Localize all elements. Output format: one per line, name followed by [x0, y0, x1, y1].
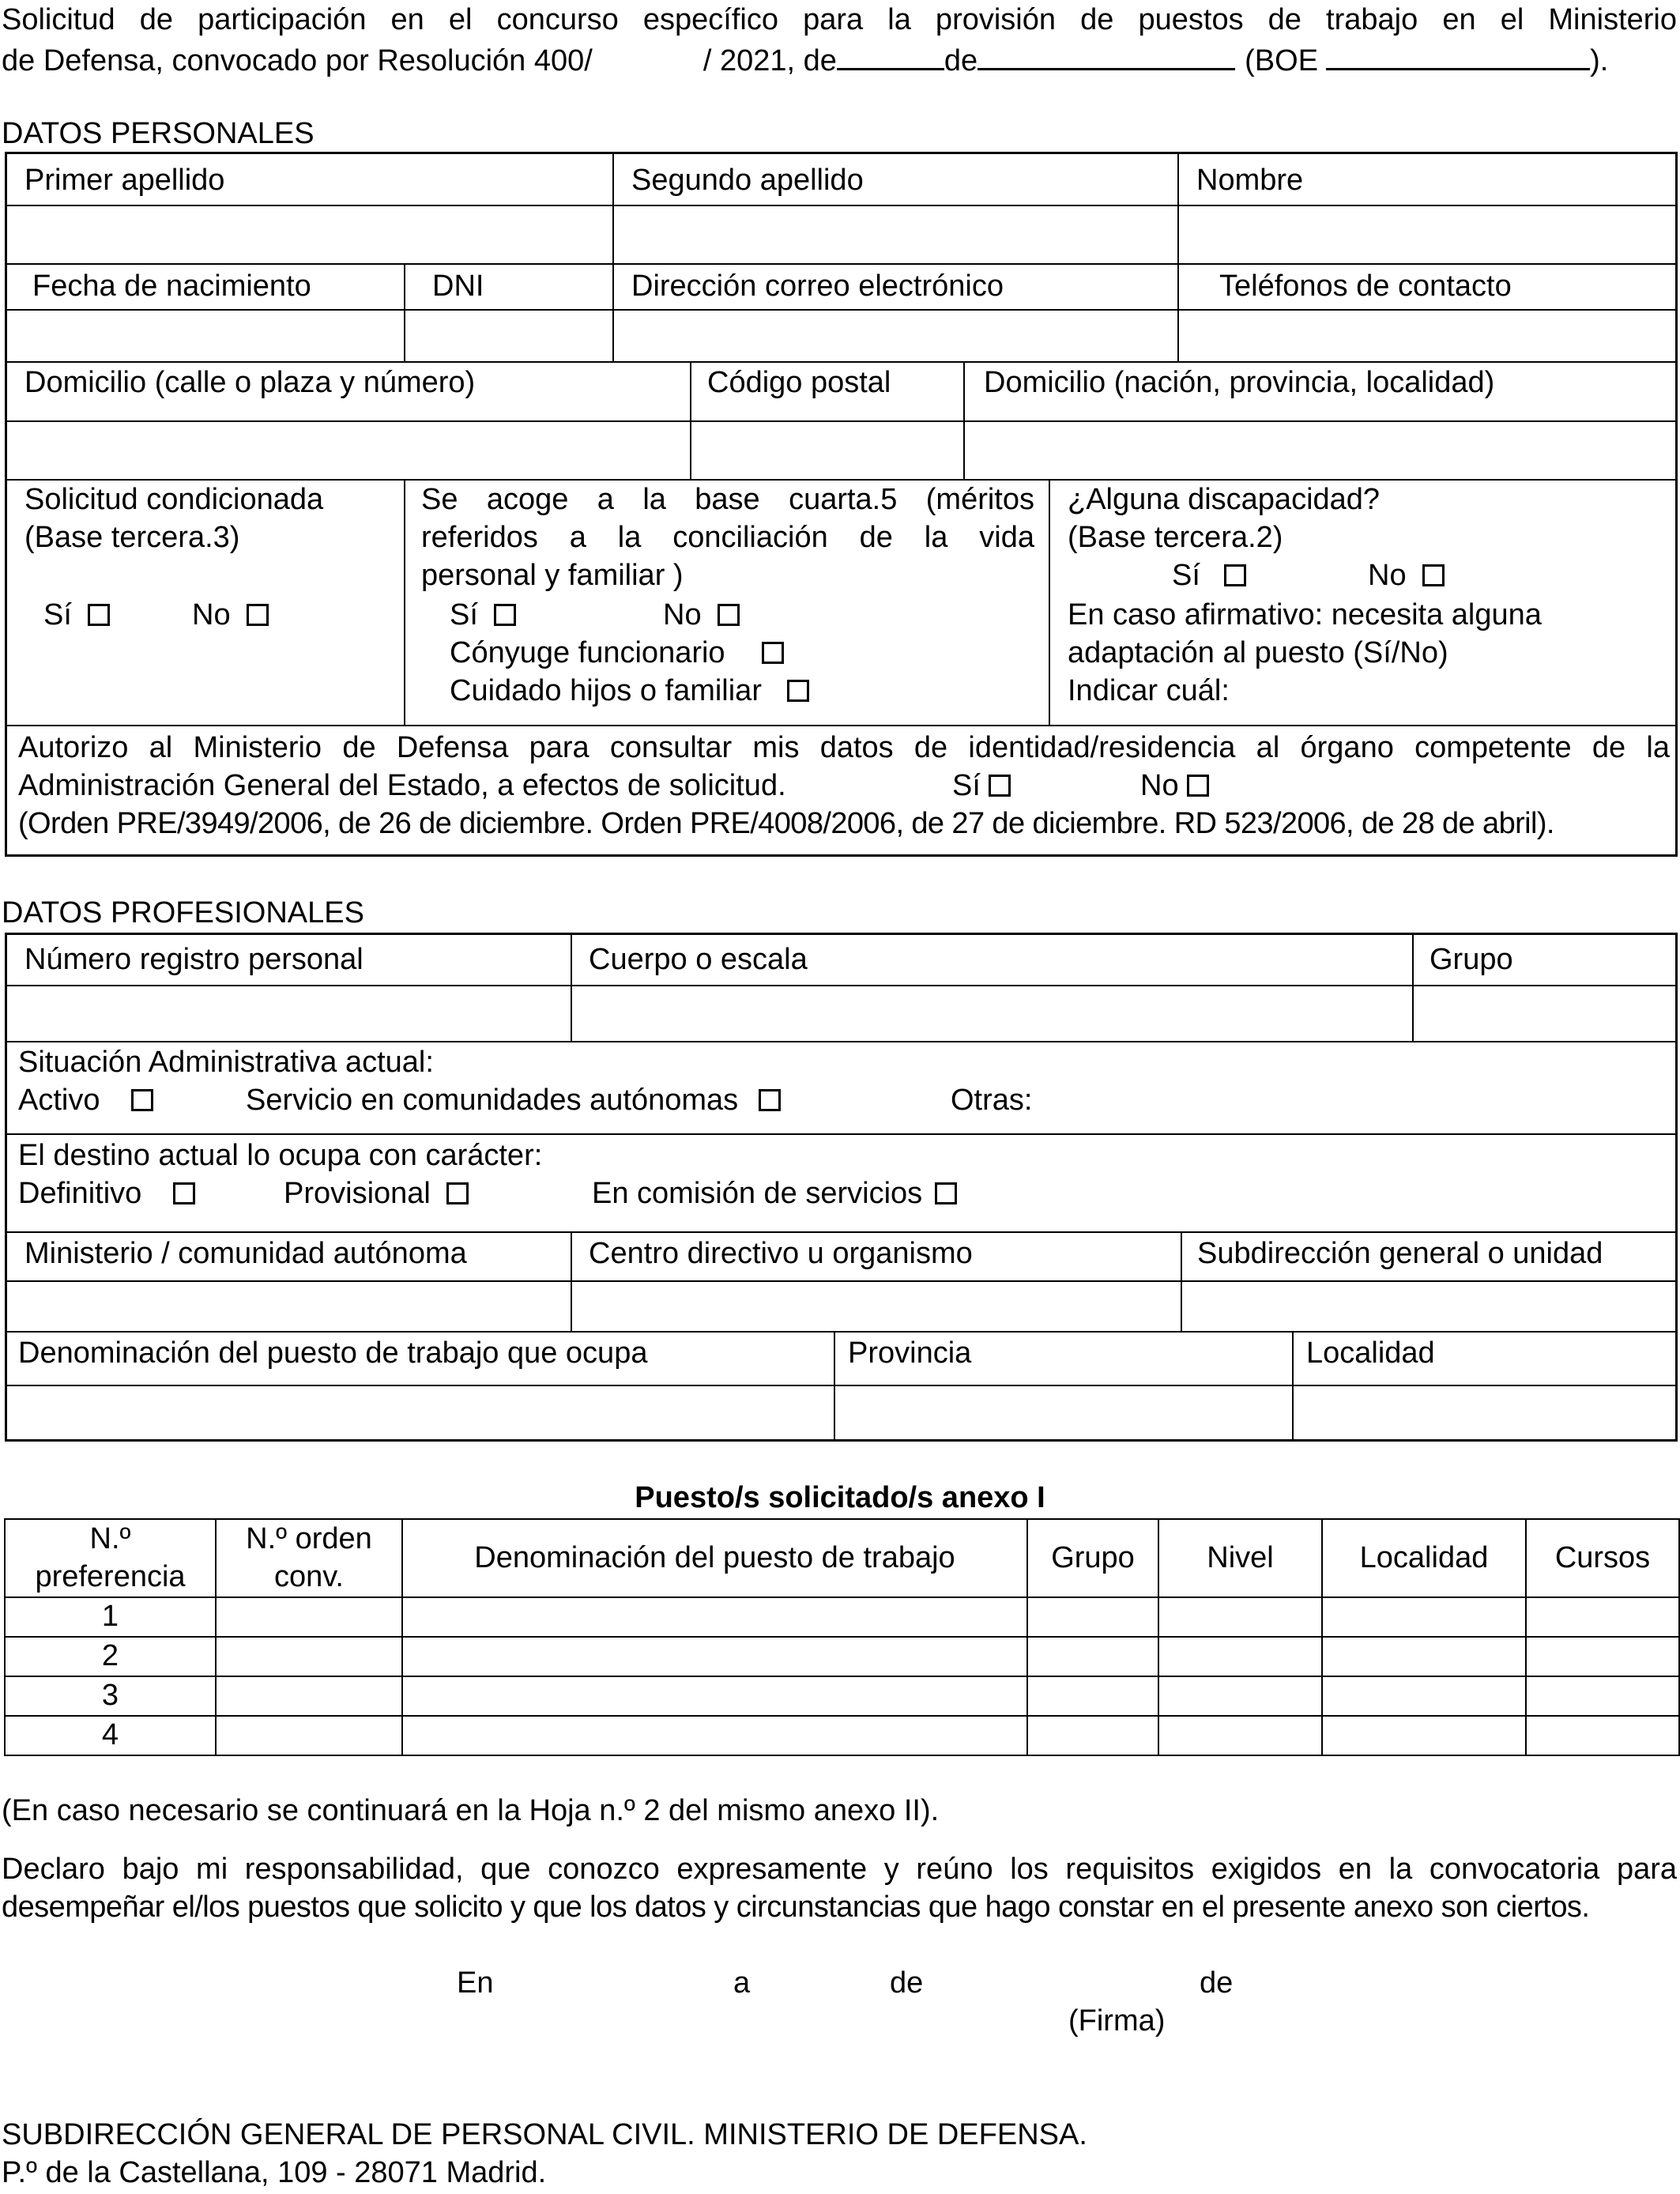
row-grupo-cell[interactable] — [1027, 1676, 1158, 1716]
definitivo-label: Definitivo — [18, 1177, 142, 1210]
puestos-title-text: Puesto/s solicitado/s anexo I — [635, 1481, 1045, 1514]
table-row — [5, 1637, 1679, 1676]
subdireccion-line-2: P.º de la Castellana, 109 - 28071 Madrid. — [2, 2156, 547, 2189]
autorizo-no-checkbox[interactable] — [1187, 775, 1209, 797]
row-grupo-cell[interactable] — [1027, 1716, 1158, 1755]
cuarta-no-label: No — [663, 598, 702, 631]
input-domicilio-calle[interactable] — [10, 424, 687, 476]
label-centro: Centro directivo u organismo — [589, 1237, 973, 1270]
row-preference-number: 1 — [5, 1597, 216, 1637]
cuidado-label: Cuidado hijos o familiar — [450, 674, 762, 707]
cuarta-label-2: referidos a la conciliación de la vida — [421, 521, 1034, 554]
row-grupo-cell[interactable] — [1027, 1597, 1158, 1637]
row-nivel-cell[interactable] — [1158, 1637, 1322, 1676]
row-cursos-cell[interactable] — [1526, 1716, 1679, 1755]
row-orden-cell[interactable] — [216, 1716, 402, 1755]
row-cursos-cell[interactable] — [1526, 1637, 1679, 1676]
indicar-label: Indicar cuál: — [1068, 674, 1230, 707]
intro-year: / 2021, de — [703, 44, 837, 77]
discapacidad-label-2: (Base tercera.2) — [1068, 521, 1283, 554]
continuacion-note: (En caso necesario se continuará en la Hoja n.º 2 del mismo anexo II). — [2, 1794, 940, 1827]
label-subdireccion: Subdirección general o unidad — [1197, 1237, 1603, 1270]
autorizo-line-2 — [18, 767, 786, 805]
row-nivel-cell[interactable] — [1158, 1676, 1322, 1716]
label-cuerpo: Cuerpo o escala — [589, 943, 808, 976]
row-localidad-cell[interactable] — [1322, 1676, 1526, 1716]
label-nombre: Nombre — [1196, 164, 1304, 197]
row-preference-number: 4 — [5, 1716, 216, 1755]
autorizo-text-2: Administración General del Estado, a efectos de solicitud. — [18, 769, 786, 802]
activo-option — [18, 1082, 153, 1120]
input-centro[interactable] — [574, 1284, 1177, 1328]
col-orden — [216, 1519, 402, 1597]
comision-label: En comisión de servicios — [592, 1177, 923, 1210]
col-localidad: Localidad — [1322, 1519, 1526, 1597]
cuarta-si-checkbox[interactable] — [494, 604, 516, 626]
row-preference-number: 2 — [5, 1637, 216, 1676]
row-denominacion-cell[interactable] — [402, 1716, 1027, 1755]
provisional-checkbox[interactable] — [446, 1182, 469, 1204]
col-orden-line-1: N.º orden — [246, 1522, 372, 1555]
autorizo-si — [952, 767, 1011, 805]
input-dni[interactable] — [407, 312, 609, 358]
personal-data-table — [5, 152, 1678, 857]
discapacidad-no-checkbox[interactable] — [1422, 564, 1445, 586]
input-primer-apellido[interactable] — [10, 208, 608, 260]
label-provincia: Provincia — [848, 1336, 972, 1370]
condicionada-si — [43, 597, 110, 635]
adaptacion-label-1: En caso afirmativo: necesita alguna — [1068, 598, 1542, 631]
row-grupo-cell[interactable] — [1027, 1637, 1158, 1676]
subdireccion-line-1: SUBDIRECCIÓN GENERAL DE PERSONAL CIVIL. MINISTERIO DE DEFENSA. — [2, 2118, 1087, 2151]
label-codigo-postal: Código postal — [707, 366, 891, 399]
row-orden-cell[interactable] — [216, 1637, 402, 1676]
row-orden-cell[interactable] — [216, 1676, 402, 1716]
cuarta-no — [663, 597, 740, 635]
col-preferencia-line-1: N.º — [89, 1522, 131, 1555]
input-grupo[interactable] — [1415, 988, 1671, 1038]
condicionada-no-checkbox[interactable] — [247, 604, 269, 626]
discapacidad-no — [1368, 557, 1445, 595]
cuidado-checkbox[interactable] — [787, 680, 809, 702]
cuarta-label-3: personal y familiar ) — [421, 559, 684, 592]
input-subdireccion[interactable] — [1184, 1284, 1671, 1328]
input-nombre[interactable] — [1181, 208, 1671, 260]
condicionada-label-1: Solicitud condicionada — [24, 483, 324, 516]
fecha-de-2: de — [1200, 1966, 1234, 2000]
intro-end: ). — [1590, 44, 1609, 77]
puestos-title — [0, 1480, 1680, 1517]
provisional-option — [284, 1175, 469, 1213]
row-denominacion-cell[interactable] — [402, 1637, 1027, 1676]
input-ministerio[interactable] — [10, 1284, 567, 1328]
col-denominacion: Denominación del puesto de trabajo — [402, 1519, 1027, 1597]
conyuge-option — [450, 635, 784, 673]
autorizo-si-label: Sí — [952, 769, 981, 802]
servicio-label: Servicio en comunidades autónomas — [246, 1084, 739, 1117]
col-preferencia-line-2: preferencia — [35, 1559, 186, 1593]
professional-section-title: DATOS PROFESIONALES — [2, 896, 364, 929]
autorizo-no — [1140, 767, 1209, 805]
input-localidad[interactable] — [1295, 1388, 1671, 1438]
label-registro: Número registro personal — [24, 943, 363, 976]
label-telefonos: Teléfonos de contacto — [1219, 270, 1512, 303]
month-blank[interactable] — [977, 40, 1235, 70]
condicionada-si-label: Sí — [43, 598, 72, 631]
label-fecha-nacimiento: Fecha de nacimiento — [32, 270, 311, 303]
input-domicilio-nacion[interactable] — [966, 424, 1671, 476]
cuarta-no-checkbox[interactable] — [718, 604, 740, 626]
table-row — [5, 1676, 1679, 1716]
otras-label: Otras: — [951, 1084, 1033, 1117]
table-row — [5, 1716, 1679, 1755]
discapacidad-si-label: Sí — [1172, 559, 1200, 592]
input-correo[interactable] — [616, 312, 1173, 358]
condicionada-si-checkbox[interactable] — [88, 604, 110, 626]
row-orden-cell[interactable] — [216, 1597, 402, 1637]
label-dni: DNI — [432, 270, 484, 303]
row-nivel-cell[interactable] — [1158, 1597, 1322, 1637]
row-cursos-cell[interactable] — [1526, 1676, 1679, 1716]
cuarta-label-1: Se acoge a la base cuarta.5 (méritos — [421, 483, 1034, 516]
puestos-table — [4, 1518, 1680, 1756]
lugar-en: En — [457, 1966, 494, 2000]
situacion-label: Situación Administrativa actual: — [18, 1046, 434, 1079]
input-cuerpo[interactable] — [574, 988, 1408, 1038]
input-fecha-nacimiento[interactable] — [10, 312, 401, 358]
servicio-option — [246, 1082, 781, 1120]
definitivo-option — [18, 1175, 195, 1213]
label-segundo-apellido: Segundo apellido — [631, 164, 864, 197]
input-denominacion-actual[interactable] — [10, 1388, 831, 1438]
cuarta-si — [450, 597, 516, 635]
row-localidad-cell[interactable] — [1322, 1716, 1526, 1755]
input-registro[interactable] — [10, 988, 567, 1038]
conyuge-checkbox[interactable] — [762, 642, 784, 664]
table-row — [5, 1597, 1679, 1637]
adaptacion-label-2: adaptación al puesto (Sí/No) — [1068, 636, 1448, 669]
intro-line-1: Solicitud de participación en el concurso específico para la provisión de puestos de trabajo en el Ministerio — [2, 3, 1677, 36]
input-codigo-postal[interactable] — [693, 424, 960, 476]
label-ministerio: Ministerio / comunidad autónoma — [24, 1237, 467, 1270]
intro-boe: (BOE — [1245, 44, 1319, 77]
label-domicilio-calle: Domicilio (calle o plaza y número) — [24, 366, 476, 399]
label-denominacion-actual: Denominación del puesto de trabajo que ocupa — [18, 1336, 648, 1370]
servicio-checkbox[interactable] — [759, 1089, 781, 1111]
activo-checkbox[interactable] — [131, 1089, 153, 1111]
label-primer-apellido: Primer apellido — [24, 164, 225, 197]
discapacidad-si — [1172, 557, 1246, 595]
provisional-label: Provisional — [284, 1177, 431, 1210]
col-cursos: Cursos — [1526, 1519, 1679, 1597]
boe-blank[interactable] — [1326, 40, 1590, 70]
input-provincia[interactable] — [837, 1388, 1289, 1438]
condicionada-label-2: (Base tercera.3) — [24, 521, 240, 554]
discapacidad-label-1: ¿Alguna discapacidad? — [1068, 483, 1381, 516]
autorizo-line-3: (Orden PRE/3949/2006, de 26 de diciembre. Orden PRE/4008/2006, de 27 de diciembre. RD 523/2006, de 28 de abril). — [18, 807, 1554, 840]
row-denominacion-cell[interactable] — [402, 1676, 1027, 1716]
fecha-de-1: de — [890, 1966, 924, 2000]
col-orden-line-2: conv. — [273, 1559, 344, 1593]
label-grupo: Grupo — [1430, 943, 1513, 976]
label-localidad: Localidad — [1306, 1336, 1435, 1370]
row-nivel-cell[interactable] — [1158, 1716, 1322, 1755]
label-domicilio-nacion: Domicilio (nación, provincia, localidad) — [984, 366, 1495, 399]
definitivo-checkbox[interactable] — [173, 1182, 195, 1204]
condicionada-no — [192, 597, 269, 635]
row-cursos-cell[interactable] — [1526, 1597, 1679, 1637]
col-nivel: Nivel — [1158, 1519, 1322, 1597]
activo-label: Activo — [18, 1084, 100, 1117]
autorizo-line-1: Autorizo al Ministerio de Defensa para consultar mis datos de identidad/residencia al órgano competente de la — [18, 731, 1670, 764]
autorizo-no-label: No — [1140, 769, 1179, 802]
condicionada-no-label: No — [192, 598, 231, 631]
conyuge-label: Cónyuge funcionario — [450, 636, 725, 669]
row-localidad-cell[interactable] — [1322, 1597, 1526, 1637]
declaracion-line-1: Declaro bajo mi responsabilidad, que conozco expresamente y reúno los requisitos exigidos en la convocatoria para — [2, 1853, 1677, 1886]
resolucion-number-blank[interactable] — [593, 42, 703, 70]
discapacidad-si-checkbox[interactable] — [1224, 564, 1246, 586]
declaracion-line-2: desempeñar el/los puestos que solicito y que los datos y circunstancias que hago constar en el presente anexo son ciertos. — [2, 1891, 1590, 1924]
day-blank[interactable] — [837, 40, 944, 70]
professional-data-table — [5, 933, 1678, 1442]
input-segundo-apellido[interactable] — [616, 208, 1173, 260]
cuarta-si-label: Sí — [450, 598, 478, 631]
input-telefonos[interactable] — [1181, 312, 1671, 358]
signature-area[interactable] — [869, 2039, 1343, 2102]
intro-line-2 — [2, 40, 1608, 81]
col-grupo: Grupo — [1027, 1519, 1158, 1597]
comision-checkbox[interactable] — [935, 1182, 957, 1204]
label-correo: Dirección correo electrónico — [631, 270, 1004, 303]
personal-section-title: DATOS PERSONALES — [2, 117, 315, 150]
intro-de: de — [944, 44, 978, 77]
autorizo-si-checkbox[interactable] — [989, 775, 1011, 797]
comision-option — [592, 1175, 957, 1213]
intro-resolucion: de Defensa, convocado por Resolución 400/ — [2, 44, 593, 77]
cuidado-option — [450, 673, 809, 711]
row-localidad-cell[interactable] — [1322, 1637, 1526, 1676]
firma-label: (Firma) — [1068, 2004, 1166, 2038]
fecha-a: a — [733, 1966, 751, 2000]
col-preferencia — [5, 1519, 216, 1597]
row-denominacion-cell[interactable] — [402, 1597, 1027, 1637]
destino-label: El destino actual lo ocupa con carácter: — [18, 1139, 543, 1172]
discapacidad-no-label: No — [1368, 559, 1407, 592]
puestos-header-row — [5, 1519, 1679, 1597]
row-preference-number: 3 — [5, 1676, 216, 1716]
